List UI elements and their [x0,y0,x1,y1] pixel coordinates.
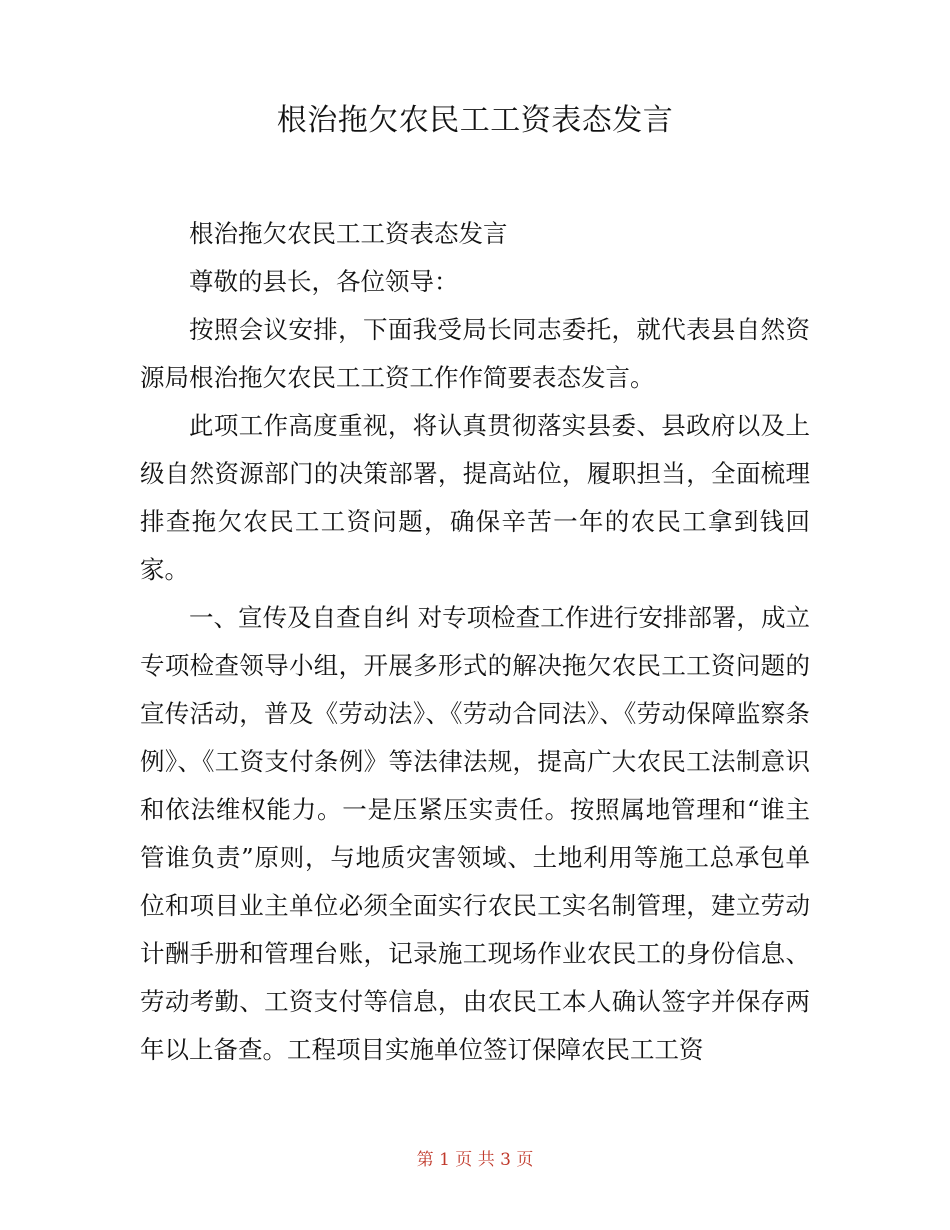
document-body [140,210,810,1074]
paragraph-intro: 按照会议安排，下面我受局长同志委托，就代表县自然资源局根治拖欠农民工工资工作作简要表态发言。 [140,315,810,392]
page-number-footer [0,1148,950,1172]
paragraph-commitment: 此项工作高度重视，将认真贯彻落实县委、县政府以及上级自然资源部门的决策部署，提高站位，履职担当，全面梳理排查拖欠农民工工资问题，确保辛苦一年的农民工拿到钱回家。 [140,411,810,584]
paragraph-salutation: 尊敬的县长，各位领导： [189,267,459,296]
paragraph-section-one: 一、宣传及自查自纠 对专项检查工作进行安排部署，成立专项检查领导小组，开展多形式的解决拖欠农民工工资问题的宣传活动，普及《劳动法》、《劳动合同法》、《劳动保障监察条例》、《工资支付条例》等法律法规，提高广大农民工法制意识和依法维权能力。一是压紧压实责任。按照属地管理和“谁主管谁负责”原则，与地质灾害领域、土地利用等施工总承包单位和项目业主单位必须全面实行农民工实名制管理，建立劳动计酬手册和管理台账，记录施工现场作业农民工的身份信息、劳动考勤、工资支付等信息，由农民工本人确认签字并保存两年以上备查。工程项目实施单位签订保障农民工工资 [140,603,810,1064]
page-number-label: 第 1 页 共 3 页 [416,1150,534,1170]
paragraph-heading-repeat: 根治拖欠农民工工资表态发言 [189,219,508,248]
document-title: 根治拖欠农民工工资表态发言 [276,103,674,138]
